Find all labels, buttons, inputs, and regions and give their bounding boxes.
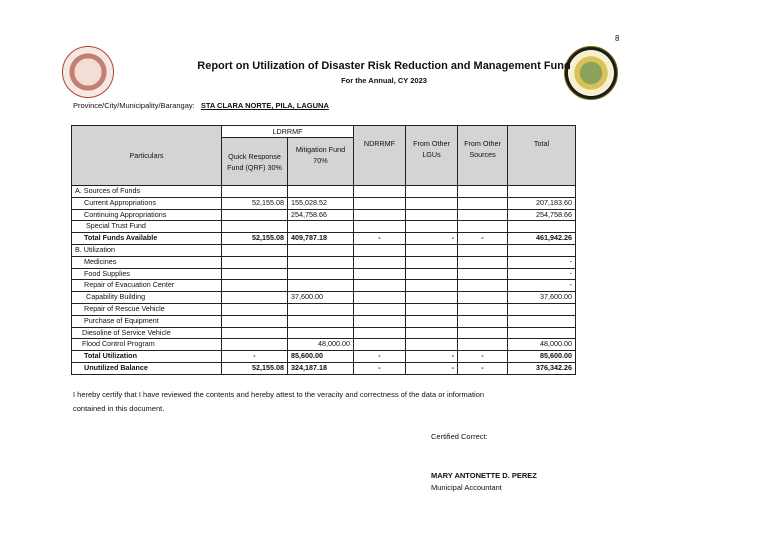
total-cell: 461,942.26 <box>508 233 576 245</box>
total-cell: 207,183.60 <box>508 197 576 209</box>
province-line <box>73 101 329 110</box>
signatory-name: MARY ANTONETTE D. PEREZ <box>431 471 537 480</box>
other-sources-cell: - <box>458 351 508 363</box>
row-label: Total Funds Available <box>72 233 222 245</box>
mitigation-cell: 254,758.66 <box>288 209 354 221</box>
table-row <box>72 351 576 363</box>
other-lgus-cell: - <box>406 233 458 245</box>
total-cell: 48,000.00 <box>508 339 576 351</box>
other-sources-cell: - <box>458 233 508 245</box>
header-ldrrmf: LDRRMF <box>222 126 354 138</box>
province-value: STA CLARA NORTE, PILA, LAGUNA <box>200 101 329 110</box>
row-label: Diesoline of Service Vehicle <box>72 327 222 339</box>
total-cell: 85,600.00 <box>508 351 576 363</box>
row-label: Food Supplies <box>72 268 222 280</box>
qrf-cell: - <box>222 351 288 363</box>
signatory-position: Municipal Accountant <box>431 483 502 492</box>
header-other-sources: From Other Sources <box>458 126 508 186</box>
total-cell: 376,342.26 <box>508 362 576 374</box>
table-row <box>72 256 576 268</box>
header-total: Total <box>508 126 576 186</box>
mitigation-cell: 37,600.00 <box>288 292 354 304</box>
row-label: Unutilized Balance <box>72 362 222 374</box>
row-label: Repair of Rescue Vehicle <box>72 303 222 315</box>
certified-correct-label: Certified Correct: <box>431 432 488 441</box>
header-other-lgus: From Other LGUs <box>406 126 458 186</box>
drrm-fund-table <box>71 125 576 375</box>
qrf-cell: 52,155.08 <box>222 197 288 209</box>
other-lgus-cell: - <box>406 351 458 363</box>
table-row <box>72 292 576 304</box>
row-label: Current Appropriations <box>72 197 222 209</box>
table-row <box>72 244 576 256</box>
mitigation-cell: 155,028.52 <box>288 197 354 209</box>
barangay-seal-icon <box>564 46 618 100</box>
table-row <box>72 339 576 351</box>
table-row <box>72 268 576 280</box>
mitigation-cell: 48,000.00 <box>288 339 354 351</box>
table-row <box>72 327 576 339</box>
table-row <box>72 197 576 209</box>
total-cell: 254,758.66 <box>508 209 576 221</box>
row-label: A. Sources of Funds <box>72 186 222 198</box>
row-label: B. Utilization <box>72 244 222 256</box>
report-subtitle: For the Annual, CY 2023 <box>341 76 427 85</box>
ndrrmf-cell: - <box>354 362 406 374</box>
table-row <box>72 315 576 327</box>
header-mitigation: Mitigation Fund 70% <box>288 138 354 186</box>
total-cell: - <box>508 268 576 280</box>
other-lgus-cell: - <box>406 362 458 374</box>
table-row <box>72 280 576 292</box>
row-label: Continuing Appropriations <box>72 209 222 221</box>
row-label: Purchase of Equipment <box>72 315 222 327</box>
total-cell: - <box>508 256 576 268</box>
header-ndrrmf: NDRRMF <box>354 126 406 186</box>
table-row <box>72 233 576 245</box>
total-cell: - <box>508 280 576 292</box>
report-title: Report on Utilization of Disaster Risk Reduction and Management Fund <box>197 60 571 72</box>
province-label: Province/City/Municipality/Barangay: <box>73 101 195 110</box>
row-label: Repair of Evacuation Center <box>72 280 222 292</box>
other-sources-cell: - <box>458 362 508 374</box>
municipal-seal-icon <box>62 46 114 98</box>
page-number: 8 <box>615 34 620 43</box>
row-label: Special Trust Fund <box>72 221 222 233</box>
ndrrmf-cell: - <box>354 233 406 245</box>
table-row <box>72 209 576 221</box>
table-row <box>72 362 576 374</box>
row-label: Total Utilization <box>72 351 222 363</box>
table-row <box>72 221 576 233</box>
mitigation-cell: 324,187.18 <box>288 362 354 374</box>
header-particulars: Particulars <box>72 126 222 186</box>
table-row <box>72 186 576 198</box>
qrf-cell: 52,155.08 <box>222 233 288 245</box>
total-cell: 37,600.00 <box>508 292 576 304</box>
qrf-cell: 52,155.08 <box>222 362 288 374</box>
table-row <box>72 303 576 315</box>
row-label: Capability Building <box>72 292 222 304</box>
mitigation-cell: 409,787.18 <box>288 233 354 245</box>
header-qrf: Quick Response Fund (QRF) 30% <box>222 138 288 186</box>
row-label: Medicines <box>72 256 222 268</box>
mitigation-cell: 85,600.00 <box>288 351 354 363</box>
ndrrmf-cell: - <box>354 351 406 363</box>
certification-text: I hereby certify that I have reviewed the contents and hereby attest to the veracity and correctness of the data or information contained in this document. <box>73 390 485 413</box>
row-label: Flood Control Program <box>72 339 222 351</box>
